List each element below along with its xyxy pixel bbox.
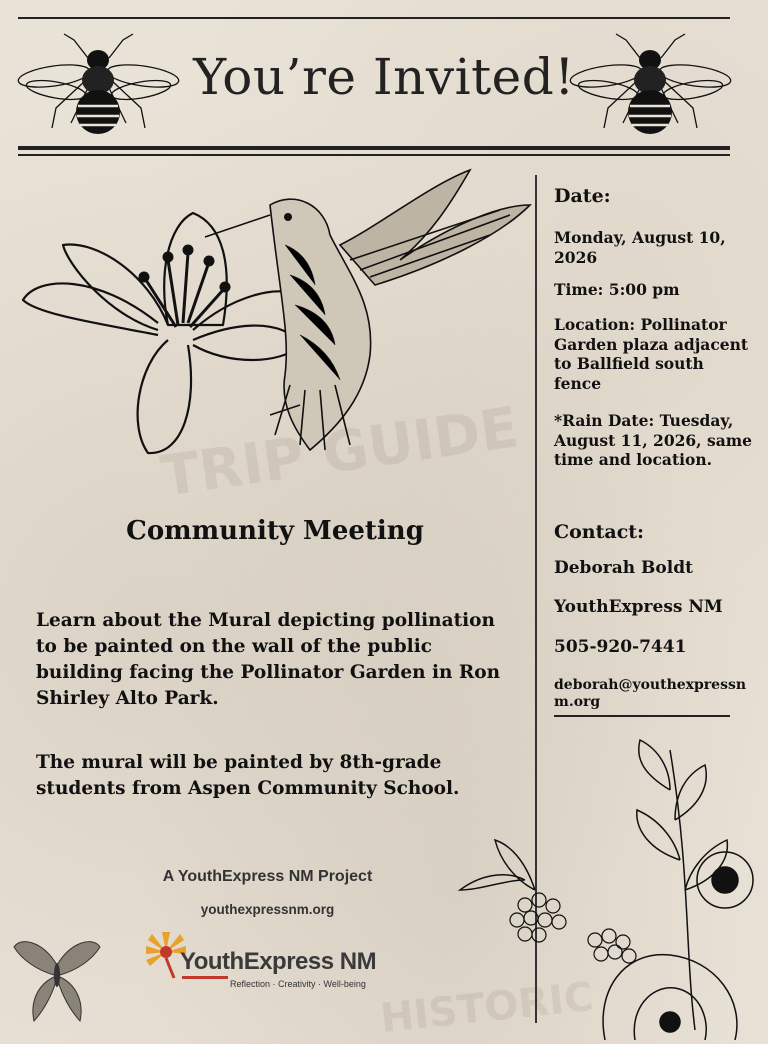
date-label: Date:	[554, 185, 611, 207]
description-paragraph: Learn about the Mural depicting pollination to be painted on the wall of the public building facing the Pollinator Garden in Ron Shirley Alto Park.	[36, 610, 501, 709]
logo-wordmark: YouthExpress NM	[180, 948, 377, 975]
header-rule-thin	[18, 154, 730, 156]
background-texture-historic: HISTORIC	[378, 973, 596, 1043]
event-time: Time: 5:00 pm	[554, 280, 680, 299]
logo-underline	[182, 976, 228, 979]
project-credit: A YouthExpress NM Project	[162, 868, 373, 885]
contact-label: Contact:	[554, 521, 645, 543]
event-date: Monday, August 10, 2026	[554, 228, 726, 267]
youthexpress-logo	[144, 930, 384, 994]
website-link[interactable]: youthexpressnm.org	[200, 902, 335, 917]
moth-icon	[12, 935, 102, 1023]
contact-email[interactable]: deborah@youthexpressnm.org	[554, 677, 747, 710]
rain-date: *Rain Date: Tuesday, August 11, 2026, same time and location.	[554, 411, 753, 469]
header-rule-thick	[18, 146, 730, 150]
contact-phone: 505-920-7441	[554, 637, 687, 657]
top-rule	[18, 17, 730, 19]
contact-org: YouthExpress NM	[554, 597, 723, 617]
event-location: Location: Pollinator Garden plaza adjacent to Ballfield south fence	[554, 315, 749, 393]
section-heading: Community Meeting	[126, 516, 424, 546]
students-paragraph: The mural will be painted by 8th-grade students from Aspen Community School.	[36, 752, 460, 799]
background-texture-trip-guide: TRIP GUIDE	[157, 395, 523, 510]
logo-tagline: Reflection · Creativity · Well-being	[230, 979, 366, 989]
flower-bouquet-icon	[455, 730, 768, 1044]
contact-rule	[554, 715, 730, 717]
page-title: You’re Invited!	[193, 48, 575, 106]
contact-name: Deborah Boldt	[554, 558, 693, 578]
hummingbird-icon	[200, 165, 535, 460]
